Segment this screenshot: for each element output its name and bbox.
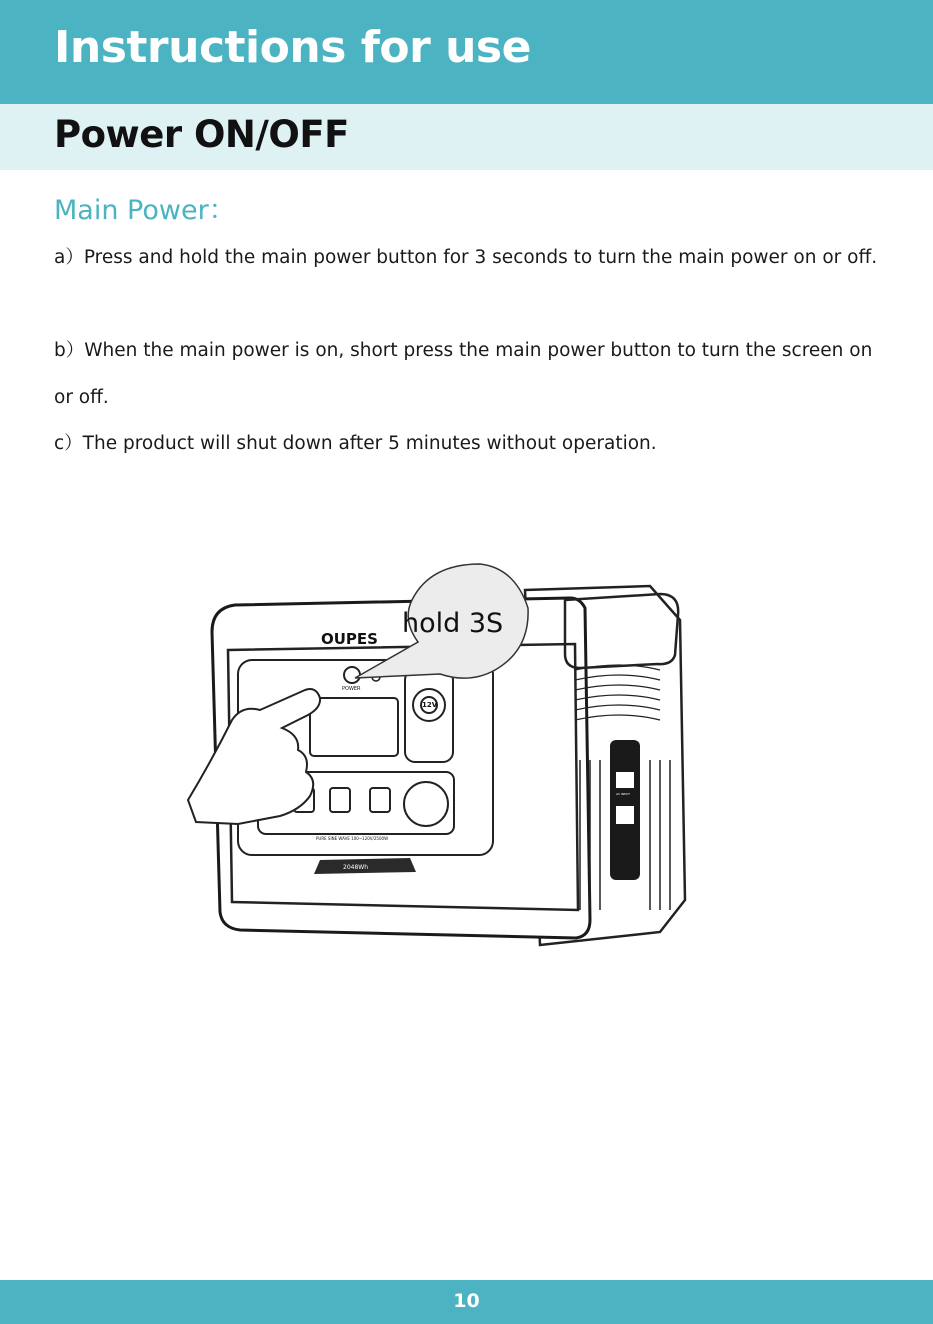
dc-output-label: 12V <box>422 701 438 709</box>
brand-logo: OUPES <box>321 630 378 648</box>
header-banner <box>0 0 933 104</box>
footer-banner <box>0 1280 933 1324</box>
instruction-a: a）Press and hold the main power button for 3 seconds to turn the main power on or off. <box>54 247 878 268</box>
subheader-banner <box>0 104 933 170</box>
power-button-label: POWER <box>342 686 361 692</box>
capacity-label: 2048Wh <box>343 864 369 871</box>
instruction-c: c）The product will shut down after 5 minutes without operation. <box>54 433 657 454</box>
instruction-b: b）When the main power is on, short press the main power button to turn the screen on or off. <box>54 340 873 408</box>
page-number: 10 <box>453 1290 480 1312</box>
callout-label: hold 3S <box>402 608 504 639</box>
main-power-heading: Main Power： <box>54 195 236 226</box>
page-title: Instructions for use <box>54 22 531 73</box>
section-title: Power ON/OFF <box>54 113 349 156</box>
power-station-illustration <box>180 560 700 960</box>
ac-input-label: AC INPUT <box>616 792 631 796</box>
inverter-label: PURE SINE WAVE 100~120V/2500W <box>316 836 389 841</box>
